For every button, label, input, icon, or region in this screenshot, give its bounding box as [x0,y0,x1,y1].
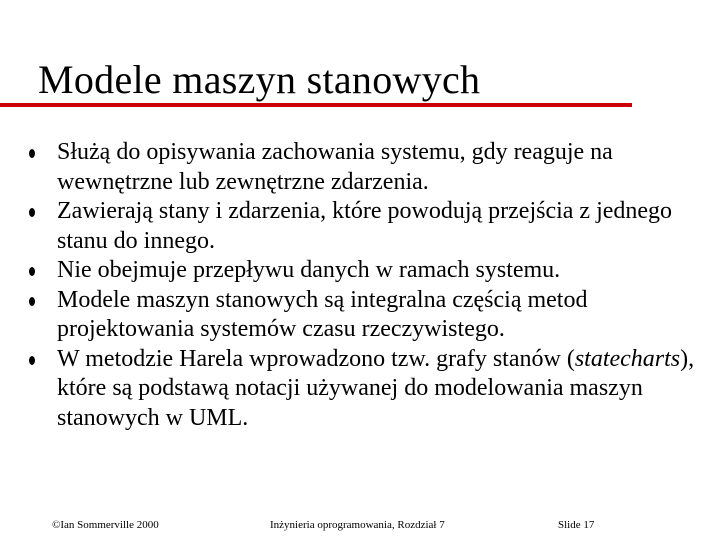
bullet-list [0,138,720,433]
bullet-text [57,346,694,431]
bullet-italic-term: statecharts [574,345,681,372]
bullet-item [0,286,720,345]
footer-copyright: ©Ian Sommerville 2000 [52,519,159,531]
bullet-text: Modele maszyn stanowych są integralna częścią metod projektowania systemów czasu rzeczywistego. [57,286,588,342]
bullet-dot-icon [29,149,35,158]
footer-course-title: Inżynieria oprogramowania, Rozdział 7 [270,519,445,531]
bullet-text-part: ), które są podstawą notacji używanej do modelowania maszyn stanowych w UML. [57,345,695,431]
bullet-item [0,138,720,197]
footer-slide-number: Slide 17 [558,519,595,531]
bullet-dot-icon [29,356,35,365]
slide-title: Modele maszyn stanowych [38,57,481,102]
bullet-item [0,345,720,434]
title-underline [0,103,632,107]
bullet-text-part: W metodzie Harela wprowadzono tzw. grafy stanów ( [57,345,575,372]
bullet-item [0,256,720,286]
bullet-text: Służą do opisywania zachowania systemu, gdy reaguje na wewnętrzne lub zewnętrzne zdarzenia. [57,139,613,195]
bullet-text: Nie obejmuje przepływu danych w ramach systemu. [57,257,561,283]
bullet-dot-icon [29,208,35,217]
bullet-item [0,197,720,256]
bullet-dot-icon [29,267,35,276]
bullet-dot-icon [29,297,35,306]
bullet-text: Zawierają stany i zdarzenia, które powodują przejścia z jednego stanu do innego. [57,198,673,254]
